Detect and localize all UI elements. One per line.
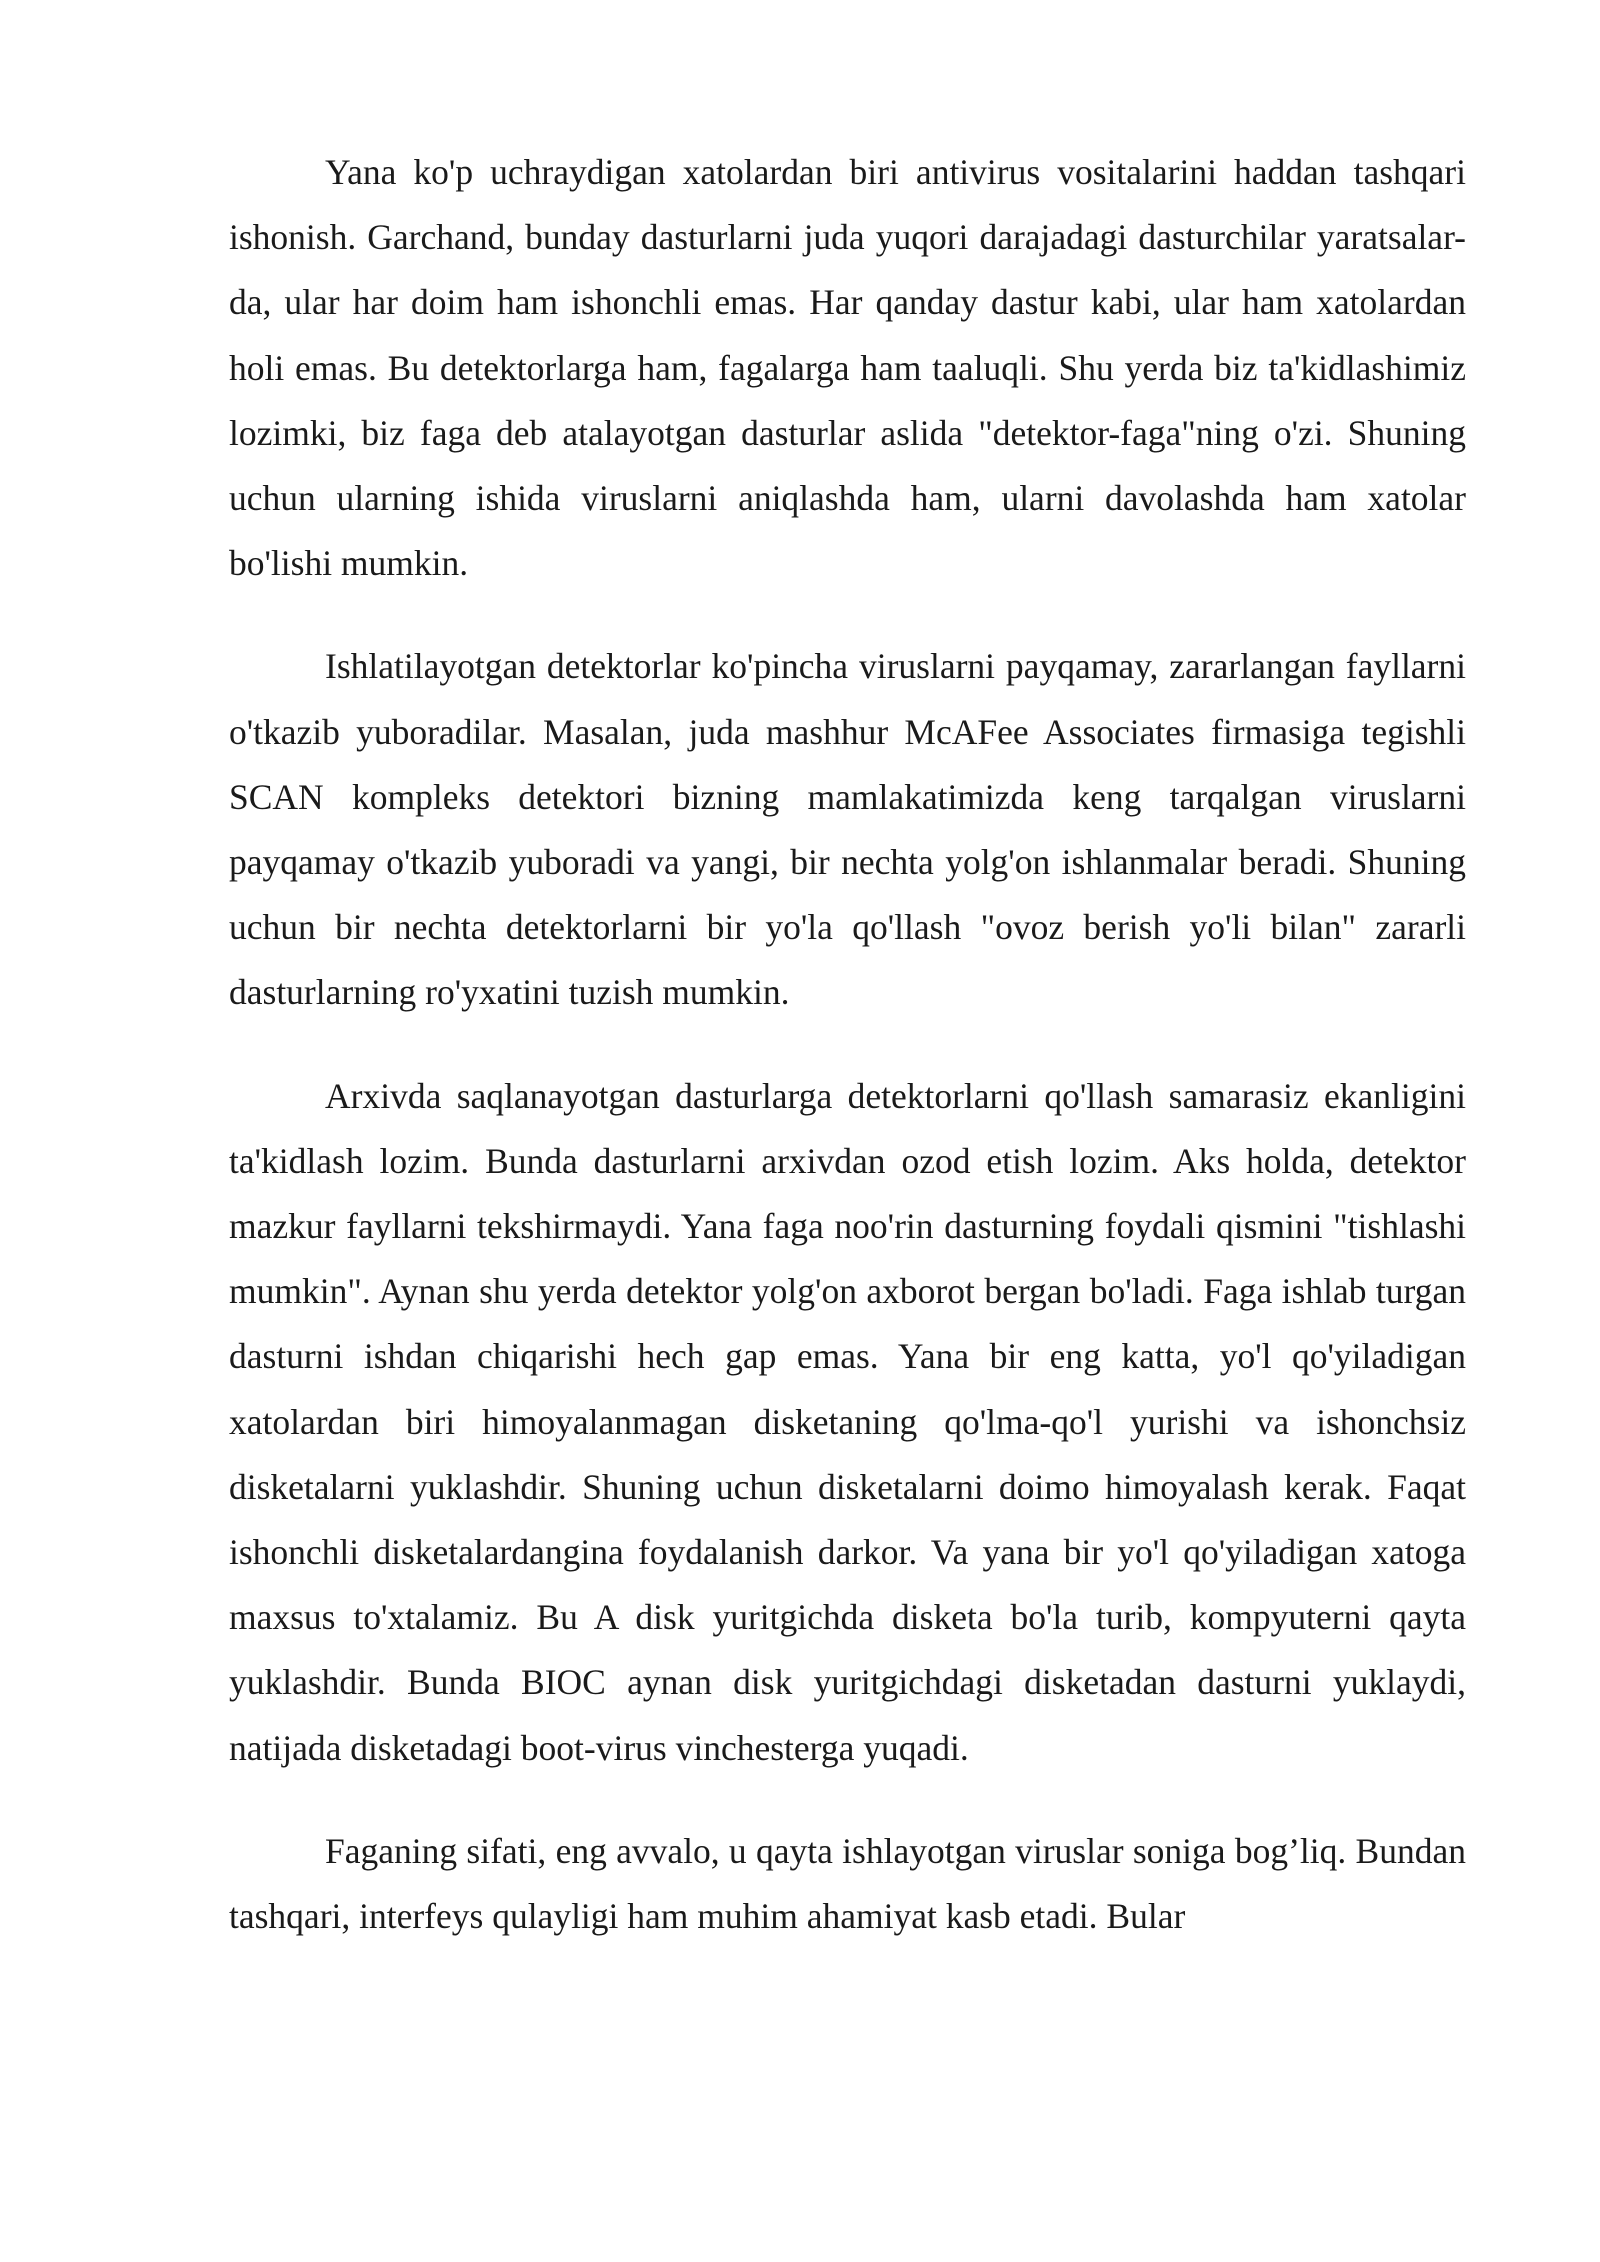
paragraph-3: Arxivda saqlanayotgan dasturlarga detektorlarni qo'llash samarasiz ekanligini ta'kidlash lozim. Bunda dasturlarni arxivdan ozod etish lozim. Aks holda, detektor mazkur fayllarni tekshirmaydi. Yana faga noo'rin dasturning foydali qismini "tishlashi mumkin". Aynan shu yerda detektor yolg'on axborot bergan bo'ladi. Faga ishlab turgan dasturni ishdan chiqarishi hech gap emas. Yana bir eng katta, yo'l qo'yiladigan xatolardan biri himoyalanmagan disketaning qo'lma-qo'l yurishi va ishonchsiz disketalarni yuklashdir. Shuning uchun disketalarni doimo himoyalash kerak. Faqat ishonchli disketalardangina foydalanish darkor. Va yana bir yo'l qo'yiladigan xatoga maxsus to'xtalamiz. Bu A disk yuritgichda disketa bo'la turib, kompyuterni qayta yuklashdir. Bunda BIOC aynan disk yuritgichdagi disketadan dasturni yuklaydi, natijada disketadagi boot-virus vinchesterga yuqadi. (229, 1075, 1466, 1768)
paragraph-4: Faganing sifati, eng avvalo, u qayta ishlayotgan viruslar soniga bog’liq. Bundan tashqari, interfeys qulayligi ham muhim ahamiyat kasb etadi. Bular (229, 1830, 1466, 1937)
paragraph-2: Ishlatilayotgan detektorlar ko'pincha viruslarni payqamay, zararlangan fayllarni o'tkazib yuboradilar. Masalan, juda mashhur McAFee Associates firmasiga tegishli SCAN kompleks detektori bizning mamlakatimizda keng tarqalgan viruslarni payqamay o'tkazib yuboradi va yangi, bir nechta yolg'on ishlanmalar beradi. Shuning uchun bir nechta detektorlarni bir yo'la qo'llash "ovoz berish yo'li bilan" zararli dasturlarning ro'yxatini tuzish mumkin. (229, 646, 1466, 1013)
paragraph-1: Yana ko'p uchraydigan xatolardan biri antivirus vositalarini haddan tashqari ishonish. Garchand, bunday dasturlarni juda yuqori darajadagi dasturchilar yaratsalar-da, ular har doim ham ishonchli emas. Har qanday dastur kabi, ular ham xatolardan holi emas. Bu detektorlarga ham, fagalarga ham taaluqli. Shu yerda biz ta'kidlashimiz lozimki, biz faga deb atalayotgan dasturlar aslida "detektor-faga"ning o'zi. Shuning uchun ularning ishida viruslarni aniqlashda ham, ularni davolashda ham xatolar bo'lishi mumkin. (229, 152, 1466, 584)
document-body (229, 140, 1466, 1987)
